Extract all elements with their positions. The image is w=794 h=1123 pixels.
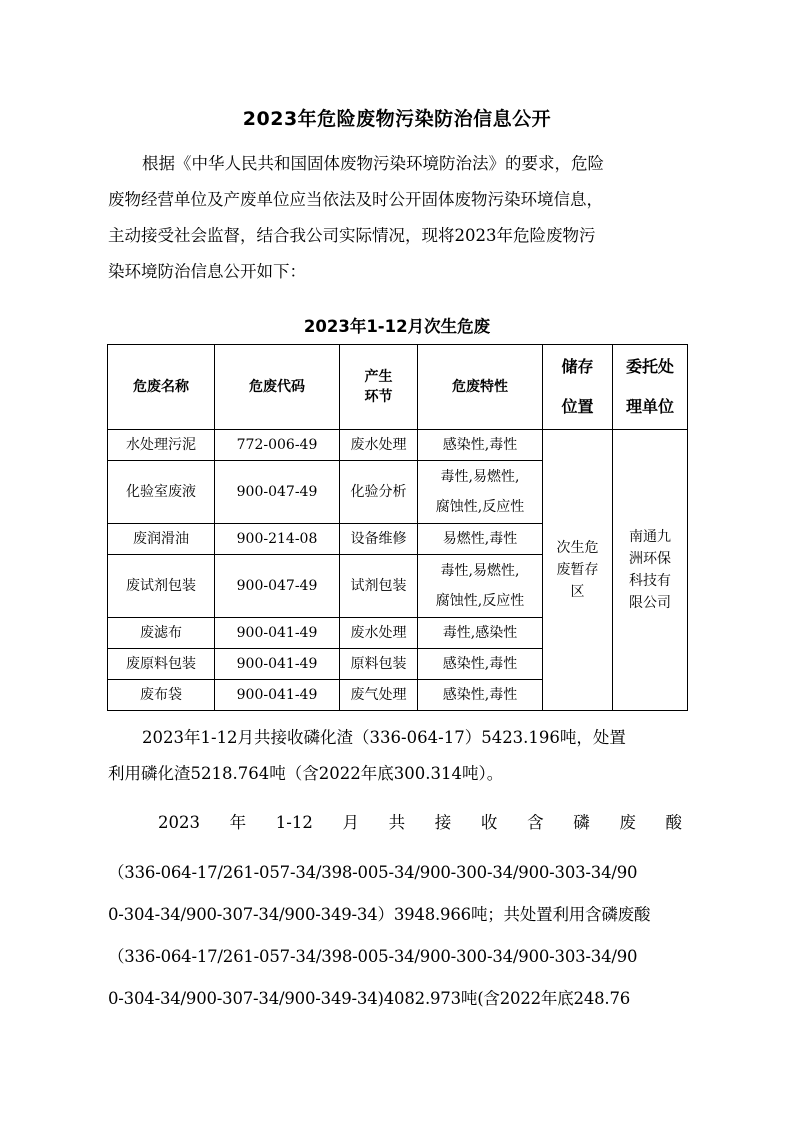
cell-storage-location: [543, 430, 613, 711]
handler-line-3: 科技有: [629, 573, 671, 589]
cell-code: 900-041-49: [215, 618, 340, 649]
header-handler-line-2: 理单位: [625, 397, 674, 416]
intro-line-3: 主动接受社会监督，结合我公司实际情况，现将2023年危险废物污: [108, 226, 596, 245]
cell-property: 毒性,感染性: [418, 618, 543, 649]
header-handler-line-1: 委托处: [625, 357, 674, 376]
cell-code: 900-041-49: [215, 649, 340, 680]
para3-line-2: （336-064-17/261-057-34/398-005-34/900-300-34/900-303-34/90: [108, 863, 638, 882]
cell-property: [418, 555, 543, 618]
header-storage-line-2: 位置: [561, 397, 594, 416]
header-stage-line-2: 环节: [364, 389, 393, 405]
cell-property: 易燃性,毒性: [418, 524, 543, 555]
spread-word: 共: [388, 813, 406, 832]
cell-stage: 原料包装: [340, 649, 418, 680]
storage-line-1: 次生危: [556, 540, 599, 556]
cell-name: 废布袋: [108, 680, 215, 711]
cell-property: [418, 461, 543, 524]
header-property: 危废特性: [418, 345, 543, 430]
storage-line-2: 废暂存: [556, 562, 599, 578]
spread-word: 1-12: [275, 813, 313, 832]
phosphoric-acid-paragraph: [108, 805, 686, 1017]
spread-word: 月: [342, 813, 359, 832]
cell-stage: 废水处理: [340, 430, 418, 461]
handler-line-4: 限公司: [629, 595, 671, 611]
para3-line-4: （336-064-17/261-057-34/398-005-34/900-300-34/900-303-34/90: [108, 947, 638, 966]
para2-line-1: 2023年1-12月共接收磷化渣（336-064-17）5423.196吨，处置: [142, 728, 626, 747]
cell-code: 900-047-49: [215, 555, 340, 618]
header-storage: [543, 345, 613, 430]
intro-paragraph: [108, 146, 686, 290]
cell-name: 废原料包装: [108, 649, 215, 680]
intro-line-4: 染环境防治信息公开如下：: [108, 262, 306, 281]
spread-word: 磷: [573, 813, 590, 832]
spread-word: 年: [229, 813, 247, 832]
property-line-2: 腐蚀性,反应性: [435, 593, 525, 609]
intro-line-2: 废物经营单位及产废单位应当依法及时公开固体废物污染环境信息，: [108, 190, 603, 209]
cell-property: 感染性,毒性: [418, 430, 543, 461]
header-stage: [340, 345, 418, 430]
header-stage-line-1: 产生: [364, 369, 393, 385]
cell-handler-unit: [613, 430, 688, 711]
cell-code: 772-006-49: [215, 430, 340, 461]
handler-line-1: 南通九: [629, 529, 671, 545]
para3-line-1: [108, 805, 686, 841]
table-row: [108, 430, 688, 461]
header-code: 危废代码: [215, 345, 340, 430]
document-title: 2023年危险废物污染防治信息公开: [242, 108, 552, 130]
cell-stage: 化验分析: [340, 461, 418, 524]
property-line-1: 毒性,易燃性,: [440, 563, 520, 579]
table-header-row: [108, 345, 688, 430]
header-handler: [613, 345, 688, 430]
storage-line-3: 区: [570, 584, 585, 600]
para3-line-5: 0-304-34/900-307-34/900-349-34)4082.973吨(含2022年底248.76: [108, 989, 631, 1008]
spread-word: 含: [527, 813, 544, 832]
para2-line-2: 利用磷化渣5218.764吨（含2022年底300.314吨）。: [108, 764, 504, 783]
cell-stage: 废气处理: [340, 680, 418, 711]
table-title: 2023年1-12月次生危废: [303, 317, 491, 336]
cell-stage: 试剂包装: [340, 555, 418, 618]
cell-name: 化验室废液: [108, 461, 215, 524]
cell-stage: 设备维修: [340, 524, 418, 555]
para3-line-3: 0-304-34/900-307-34/900-349-34）3948.966吨；共处置利用含磷废酸: [108, 905, 651, 924]
spread-word: 酸: [665, 813, 682, 832]
header-name: 危废名称: [108, 345, 215, 430]
cell-name: 废润滑油: [108, 524, 215, 555]
phosphating-slag-paragraph: [108, 720, 686, 792]
cell-name: 水处理污泥: [108, 430, 215, 461]
hazardous-waste-table: [107, 344, 688, 711]
cell-stage: 废水处理: [340, 618, 418, 649]
spread-word: 2023: [158, 813, 200, 832]
intro-line-1: 根据《中华人民共和国固体废物污染环境防治法》的要求，危险: [142, 154, 604, 173]
cell-name: 废滤布: [108, 618, 215, 649]
cell-property: 感染性,毒性: [418, 680, 543, 711]
cell-name: 废试剂包装: [108, 555, 215, 618]
handler-line-2: 洲环保: [629, 551, 671, 567]
property-line-1: 毒性,易燃性,: [440, 469, 520, 485]
cell-code: 900-041-49: [215, 680, 340, 711]
property-line-2: 腐蚀性,反应性: [435, 499, 525, 515]
spread-word: 接: [434, 813, 452, 832]
cell-property: 感染性,毒性: [418, 649, 543, 680]
cell-code: 900-214-08: [215, 524, 340, 555]
header-storage-line-1: 储存: [561, 357, 594, 376]
spread-word: 收: [480, 813, 498, 832]
spread-word: 废: [619, 813, 636, 832]
cell-code: 900-047-49: [215, 461, 340, 524]
